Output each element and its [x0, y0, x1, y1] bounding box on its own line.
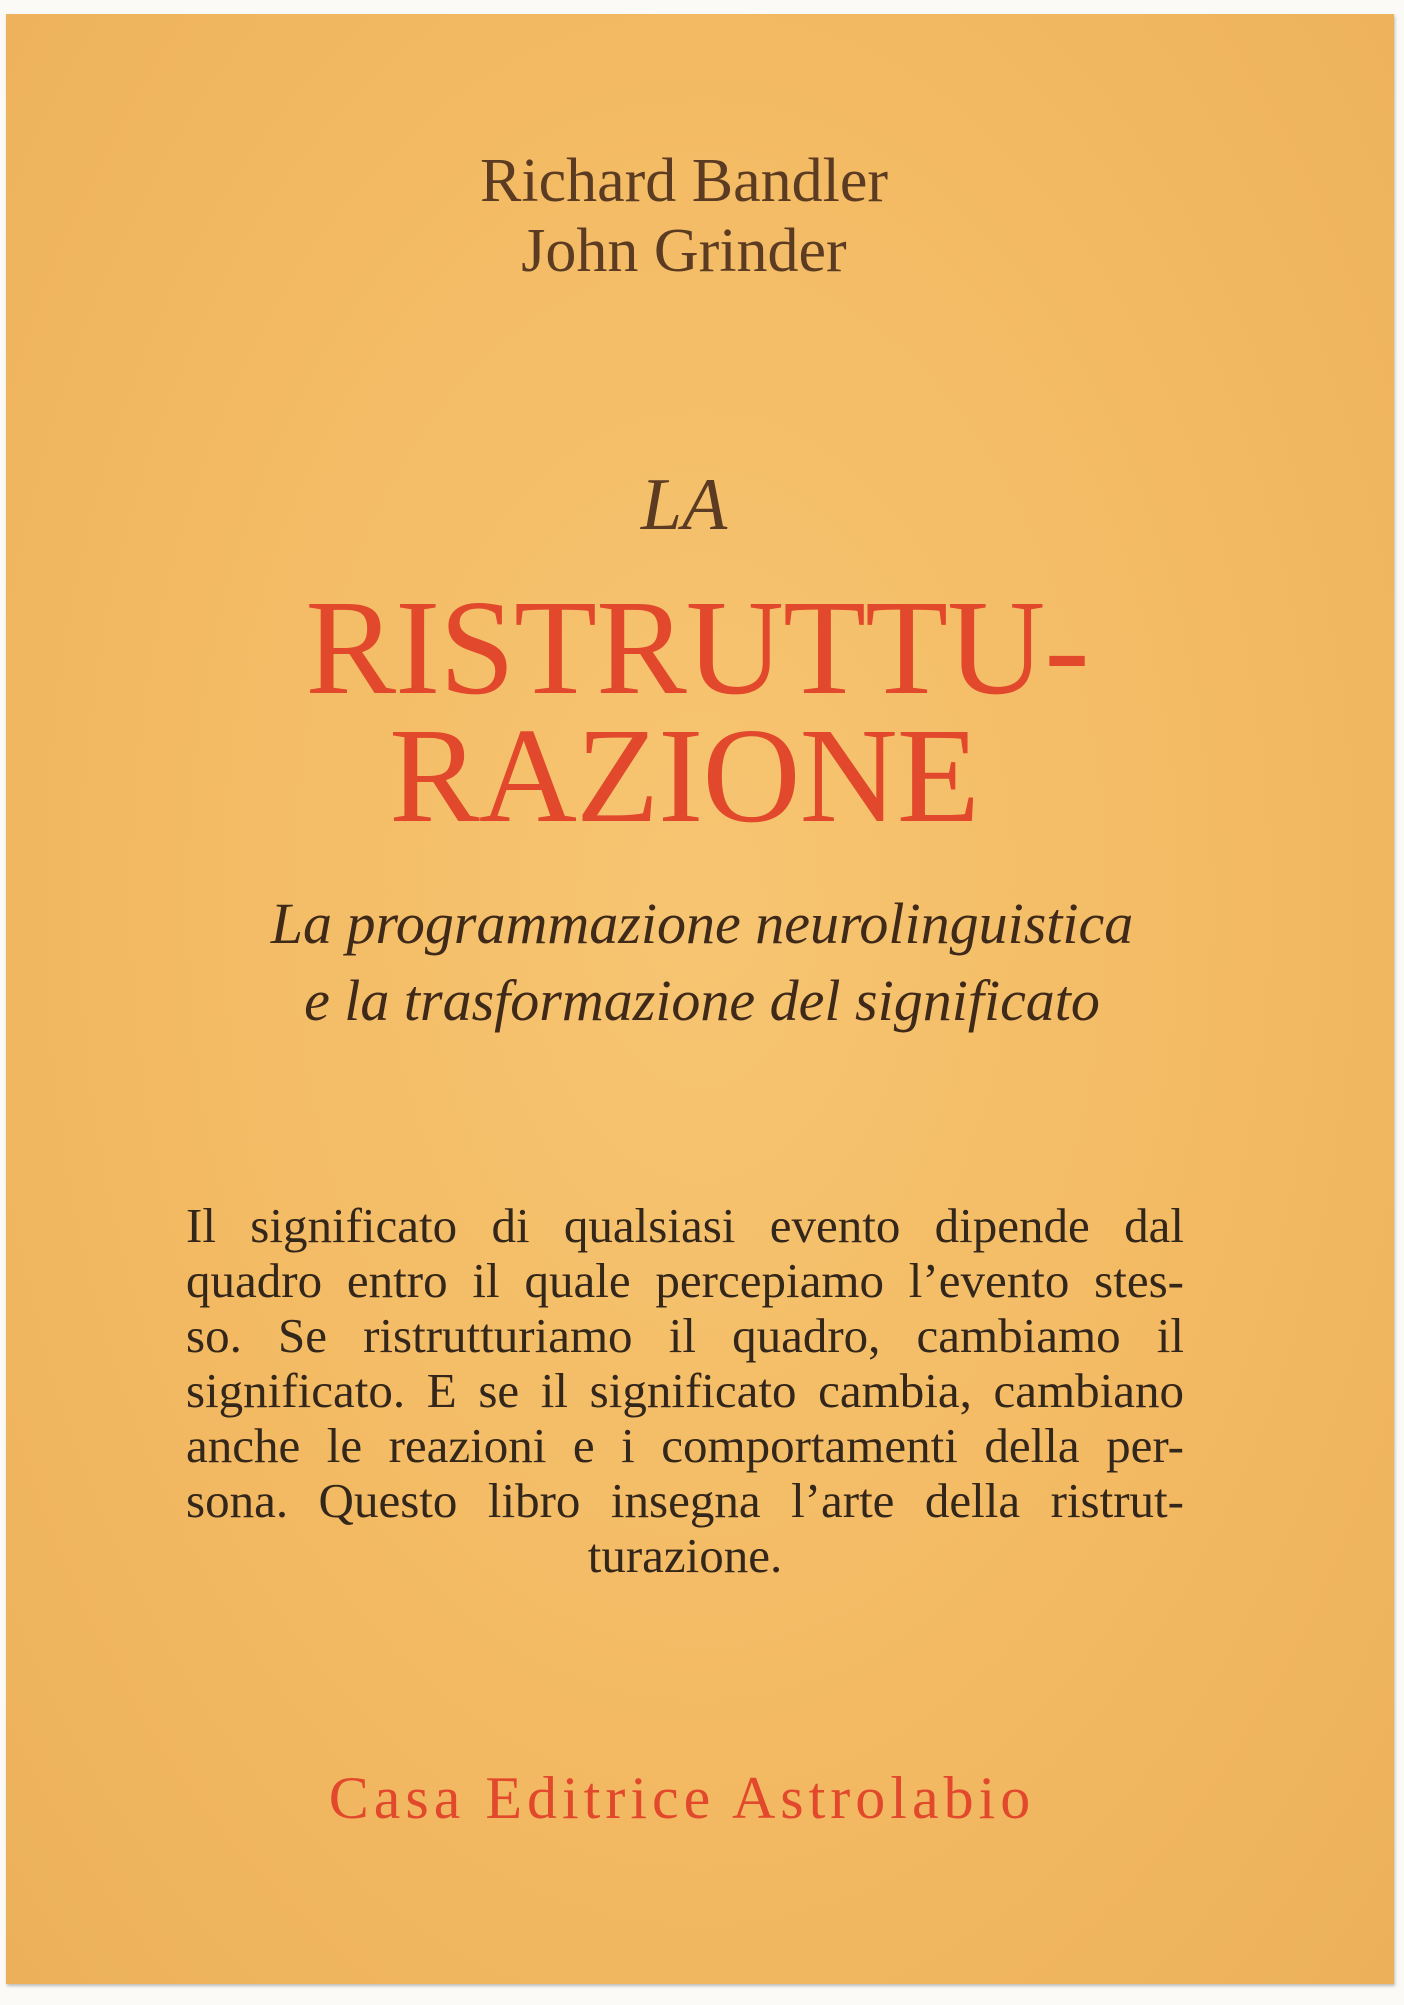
blurb-line: so. Se ristrutturiamo il quadro, cambiamo il [186, 1308, 1184, 1363]
author-name: John Grinder [521, 217, 847, 285]
blurb [186, 1198, 1184, 1583]
blurb-line: anche le reazioni e i comportamenti della per- [186, 1418, 1184, 1473]
publisher-name: Casa Editrice Astrolabio [328, 1765, 1036, 1831]
blurb-line: Il significato di qualsiasi evento dipende dal [186, 1198, 1184, 1253]
title-article: LA [640, 464, 728, 546]
title-line: RAZIONE [389, 701, 979, 851]
subtitle-line: La programmazione neurolinguistica [270, 891, 1134, 956]
title-line: RISTRUTTU- [305, 573, 1089, 723]
blurb-line: sona. Questo libro insegna l’arte della ristrut- [186, 1473, 1184, 1528]
author-name: Richard Bandler [479, 147, 889, 215]
blurb-line: quadro entro il quale percepiamo l’evento stes- [186, 1253, 1184, 1308]
blurb-line: turazione. [587, 1528, 783, 1583]
subtitle-line: e la trasformazione del significato [304, 968, 1100, 1033]
blurb-line: significato. E se il significato cambia, cambiano [186, 1363, 1184, 1418]
